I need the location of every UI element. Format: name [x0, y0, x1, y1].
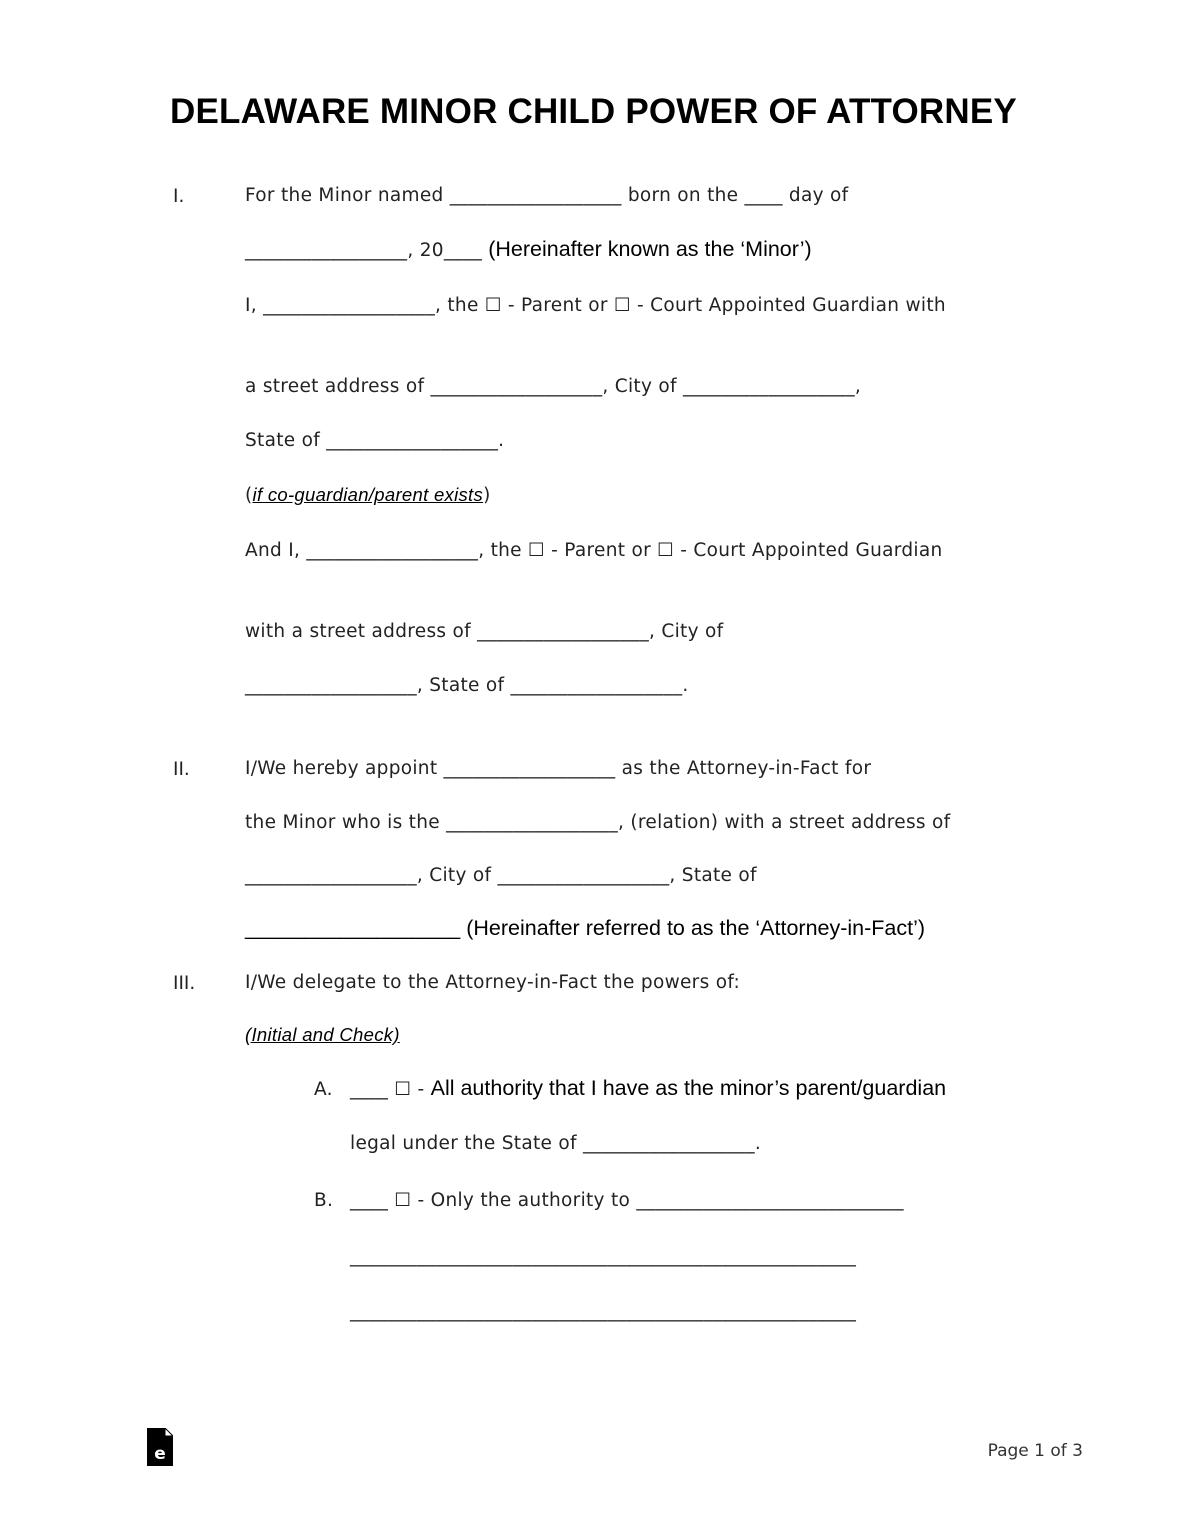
section-2-numeral: II. [173, 759, 190, 780]
eforms-logo-icon [147, 1428, 173, 1466]
section-1-line-7: And I, __________________, the ☐ - Parent or ☐ - Court Appointed Guardian [245, 540, 943, 561]
option-a-all-authority-text: All authority that I have as the minor’s parent/guardian [430, 1076, 947, 1100]
section-1-line-9: __________________, State of __________________. [245, 675, 689, 696]
option-a-initial-checkbox: ____ ☐ - [350, 1079, 431, 1100]
co-guardian-italic-label: if co-guardian/parent exists [252, 484, 484, 505]
section-3-line-1: I/We delegate to the Attorney-in-Fact the powers of: [245, 972, 741, 993]
section-2-line-3: __________________, City of __________________, State of [245, 865, 757, 886]
option-a-line-1 [350, 1074, 946, 1104]
section-1-line-2 [245, 235, 812, 265]
option-b-line-2: _____________________________________________________ [350, 1246, 857, 1267]
section-3-numeral: III. [173, 973, 196, 994]
section-1-line-5: State of __________________. [245, 430, 505, 451]
section-1-line-1: For the Minor named __________________ born on the ____ day of [245, 185, 849, 206]
option-b-label: B. [314, 1190, 334, 1211]
section-1-minor-definition: (Hereinafter known as the ‘Minor’) [488, 237, 812, 261]
option-a-line-2: legal under the State of __________________. [350, 1133, 762, 1154]
section-1-line-3: I, __________________, the ☐ - Parent or ☐ - Court Appointed Guardian with [245, 295, 946, 316]
section-2-attorney-definition: __________________ (Hereinafter referred to as the ‘Attorney-in-Fact’) [245, 916, 926, 940]
section-1-co-guardian-note [245, 481, 491, 510]
section-1-line-4: a street address of __________________, City of __________________, [245, 376, 862, 397]
option-b-line-3: _____________________________________________________ [350, 1301, 857, 1322]
page-number: Page 1 of 3 [987, 1441, 1083, 1461]
paren-open: ( [245, 485, 253, 506]
option-b-line-1: ____ ☐ - Only the authority to ____________________________ [350, 1190, 904, 1211]
section-1-numeral: I. [173, 186, 185, 207]
option-a-label: A. [314, 1079, 333, 1100]
svg-text:e: e [154, 1444, 166, 1464]
section-1-line-8: with a street address of __________________, City of [245, 621, 724, 642]
section-2-line-2: the Minor who is the __________________, (relation) with a street address of [245, 812, 951, 833]
document-title: DELAWARE MINOR CHILD POWER OF ATTORNEY [170, 92, 1017, 131]
initial-and-check-instruction: (Initial and Check) [245, 1024, 400, 1045]
section-2-line-1: I/We hereby appoint __________________ as the Attorney-in-Fact for [245, 758, 872, 779]
section-1-line-2-blanks: _________________, 20____ [245, 240, 489, 261]
paren-close: ) [483, 485, 491, 506]
